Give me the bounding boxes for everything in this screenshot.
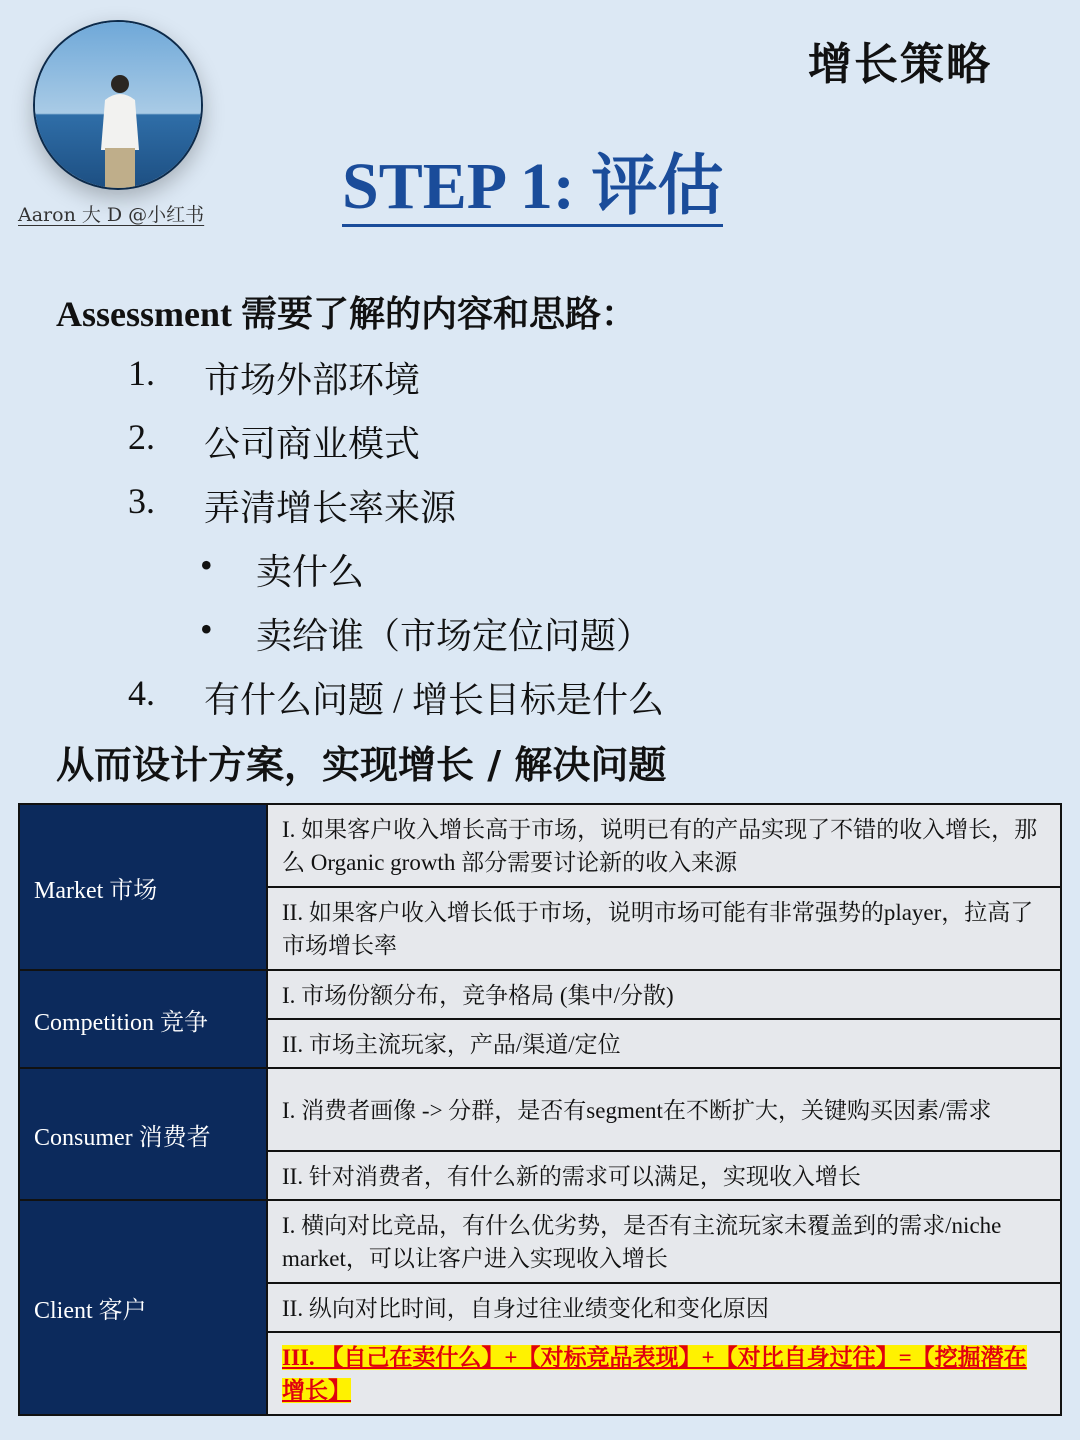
table-row (19, 970, 1061, 1019)
conclusion-heading: 从而设计方案，实现增长 / 解决问题 (56, 743, 667, 787)
category-competition: Competition 竞争 (19, 970, 267, 1068)
sub-list-item-text: 卖什么 (256, 552, 365, 592)
category-client: Client 客户 (19, 1200, 267, 1415)
list-item-number: 3. (128, 481, 155, 521)
topic-heading: 增长策略 (808, 39, 992, 90)
bullet-marker: • (200, 609, 213, 649)
list-item-text: 有什么问题 / 增长目标是什么 (204, 680, 665, 720)
table-cell: II. 如果客户收入增长低于市场，说明市场可能有非常强势的player，拉高了市场增长率 (267, 887, 1061, 970)
highlight-text: III. 【自己在卖什么】+【对标竞品表现】+【对比自身过往】=【挖掘潜在增长】 (282, 1345, 1027, 1403)
table-cell: I. 横向对比竞品，有什么优劣势，是否有主流玩家未覆盖到的需求/niche market，可以让客户进入实现收入增长 (267, 1200, 1061, 1283)
table-cell: I. 如果客户收入增长高于市场，说明已有的产品实现了不错的收入增长，那么 Organic growth 部分需要讨论新的收入来源 (267, 804, 1061, 887)
bullet-marker: • (200, 545, 213, 585)
table-cell: II. 纵向对比时间，自身过往业绩变化和变化原因 (267, 1283, 1061, 1332)
category-consumer: Consumer 消费者 (19, 1068, 267, 1200)
assessment-table (18, 803, 1062, 1416)
sub-list-item-text: 卖给谁（市场定位问题） (256, 616, 653, 656)
table-row (19, 1068, 1061, 1151)
list-item-text: 弄清增长率来源 (204, 488, 457, 528)
table-cell: II. 市场主流玩家，产品/渠道/定位 (267, 1019, 1061, 1068)
list-item-number: 1. (128, 353, 155, 393)
list-item-text: 公司商业模式 (204, 424, 421, 464)
author-handle: Aaron 大 D @小红书 (18, 204, 205, 226)
page-title: STEP 1: 评估 (342, 150, 723, 227)
avatar (33, 20, 203, 190)
list-item-number: 4. (128, 673, 155, 713)
table-cell: I. 消费者画像 -> 分群，是否有segment在不断扩大，关键购买因素/需求 (267, 1068, 1061, 1151)
table-cell: II. 针对消费者，有什么新的需求可以满足，实现收入增长 (267, 1151, 1061, 1200)
table-cell: I. 市场份额分布，竞争格局 (集中/分散) (267, 970, 1061, 1019)
list-item-text: 市场外部环境 (204, 360, 421, 400)
table-cell-highlight (267, 1332, 1061, 1415)
intro-heading: Assessment 需要了解的内容和思路： (56, 294, 637, 334)
avatar-image (35, 22, 201, 188)
category-market: Market 市场 (19, 804, 267, 970)
list-item-number: 2. (128, 417, 155, 457)
table-row (19, 804, 1061, 887)
table-row (19, 1200, 1061, 1283)
